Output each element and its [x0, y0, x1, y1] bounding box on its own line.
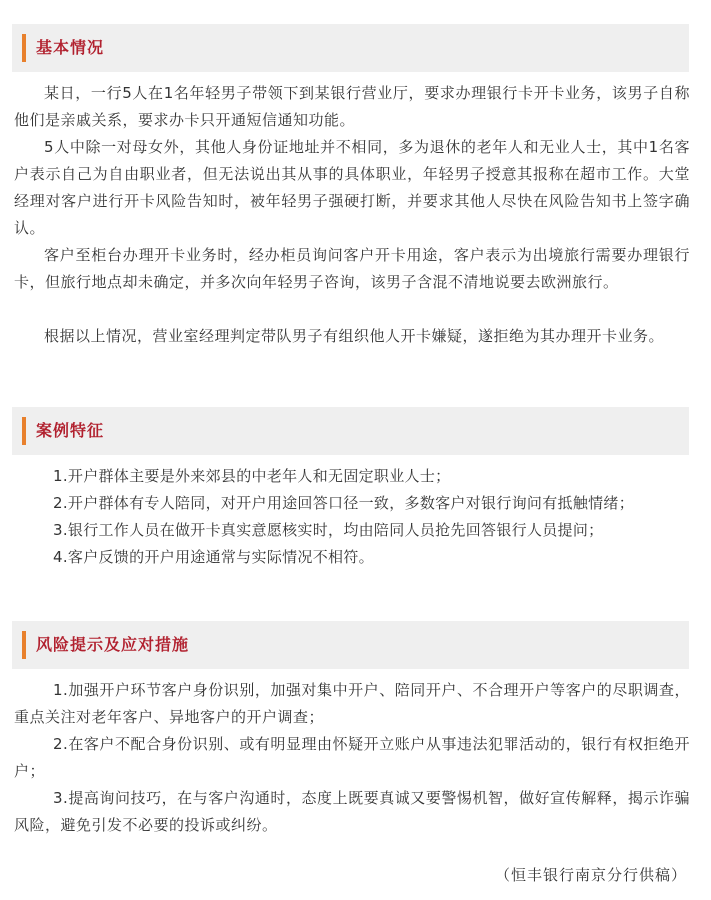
paragraph-4: 根据以上情况，营业室经理判定带队男子有组织他人开卡嫌疑，遂拒绝为其办理开卡业务。 — [44, 327, 665, 345]
risk-item-2: 2.在客户不配合身份识别、或有明显理由怀疑开立账户从事违法犯罪活动的，银行有权拒绝开户； — [14, 735, 690, 780]
paragraph-2: 5人中除一对母女外，其他人身份证地址并不相同，多为退休的老年人和无业人士，其中1名客户表示自己为自由职业者，但无法说出其从事的具体职业，年轻男子授意其报称在超市工作。大堂经理对客户进行开卡风险告知时，被年轻男子强硬打断，并要求其他人尽快在风险告知书上签字确认。 — [14, 138, 690, 237]
section-title-risk: 风险提示及应对措施 — [36, 635, 190, 654]
accent-bar — [22, 631, 26, 659]
paragraph-1: 某日，一行5人在1名年轻男子带领下到某银行营业厅，要求办理银行卡开卡业务，该男子自称他们是亲戚关系，要求办卡只开通短信通知功能。 — [14, 84, 690, 129]
section-header-features — [12, 407, 689, 455]
source-credit: （恒丰银行南京分行供稿） — [494, 866, 687, 884]
feature-item-3: 3.银行工作人员在做开卡真实意愿核实时，均由陪同人员抢先回答银行人员提问； — [53, 521, 604, 539]
section-header-risk — [12, 621, 689, 669]
section-title-basic: 基本情况 — [36, 38, 105, 57]
paragraph-3: 客户至柜台办理开卡业务时，经办柜员询问客户开卡用途，客户表示为出境旅行需要办理银行卡，但旅行地点却未确定，并多次向年轻男子咨询，该男子含混不清地说要去欧洲旅行。 — [14, 246, 690, 291]
section-title-features: 案例特征 — [36, 421, 105, 440]
risk-item-3: 3.提高询问技巧，在与客户沟通时，态度上既要真诚又要警惕机智，做好宣传解释，揭示诈骗风险，避免引发不必要的投诉或纠纷。 — [14, 789, 690, 834]
feature-item-2: 2.开户群体有专人陪同，对开户用途回答口径一致，多数客户对银行询问有抵触情绪； — [53, 494, 635, 512]
accent-bar — [22, 417, 26, 445]
accent-bar — [22, 34, 26, 62]
feature-item-4: 4.客户反馈的开户用途通常与实际情况不相符。 — [53, 548, 374, 566]
risk-item-1: 1.加强开户环节客户身份识别，加强对集中开户、陪同开户、不合理开户等客户的尽职调查，重点关注对老年客户、异地客户的开户调查； — [14, 681, 690, 726]
section-header-basic — [12, 24, 689, 72]
feature-item-1: 1.开户群体主要是外来郊县的中老年人和无固定职业人士； — [53, 467, 451, 485]
